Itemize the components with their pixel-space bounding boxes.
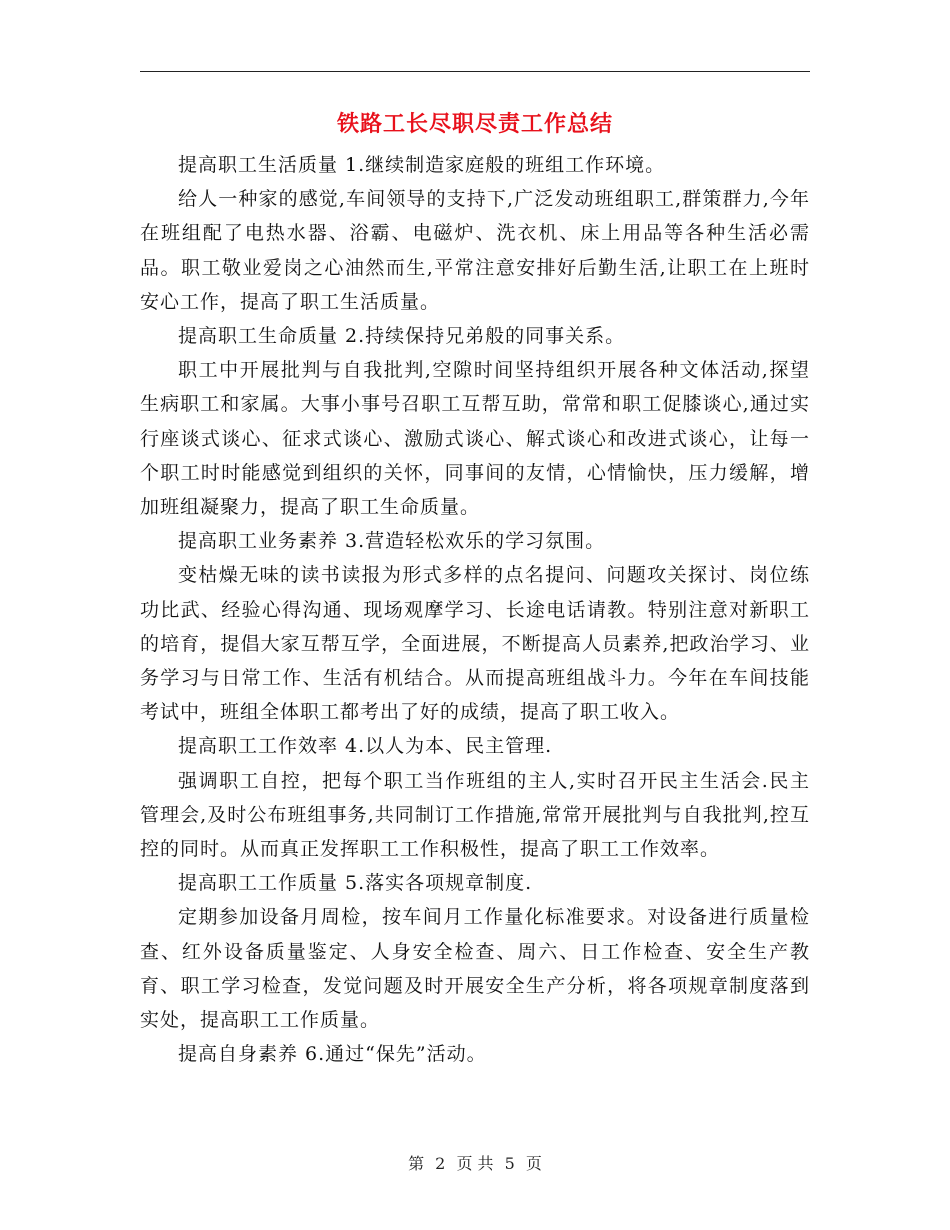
footer-prefix: 第 (408, 1154, 425, 1173)
paragraph: 提高职工工作质量 5.落实各项规章制度. (178, 872, 533, 895)
paragraph: 提高职工生活质量 1.继续制造家庭般的班组工作环境。 (178, 154, 666, 176)
paragraph: 强调职工自控，把每个职工当作班组的主人,实时召开民主生活会.民主管理会,及时公布班组事务,共同制订工作措施,常常开展批判与自我批判,控互控的同时。从而真正发挥职工工作积极性，提高了职工工作效率。 (140, 769, 810, 861)
footer-middle: 页 共 (456, 1154, 494, 1173)
footer-suffix: 页 (525, 1154, 542, 1173)
paragraph: 给人一种家的感觉,车间领导的支持下,广泛发动班组职工,群策群力,今年在班组配了电热水器、浴霸、电磁炉、洗衣机、床上用品等各种生活必需品。职工敬业爱岗之心油然而生,平常注意安排好后勤生活,让职工在上班时安心工作，提高了职工生活质量。 (140, 188, 810, 313)
paragraph: 提高职工工作效率 4.以人为本、民主管理. (178, 735, 553, 758)
paragraph: 定期参加设备月周检，按车间月工作量化标准要求。对设备进行质量检查、红外设备质量鉴定、人身安全检查、周六、日工作检查、安全生产教育、职工学习检查，发觉问题及时开展安全生产分析，将各项规章制度落到实处，提高职工工作质量。 (140, 906, 810, 1032)
total-page-count: 5 (504, 1154, 515, 1173)
header-rule (140, 71, 810, 72)
paragraph: 提高职工业务素养 3.营造轻松欢乐的学习氛围。 (178, 530, 606, 553)
paragraph: 提高职工生命质量 2.持续保持兄弟般的同事关系。 (178, 325, 626, 348)
paragraph: 职工中开展批判与自我批判,空隙时间坚持组织开展各种文体活动,探望生病职工和家属。大事小事号召职工互帮互助，常常和职工促膝谈心,通过实行座谈式谈心、征求式谈心、激励式谈心、解式谈心和改进式谈心，让每一个职工时时能感觉到组织的关怀，同事间的友情，心情愉快，压力缓解，增加班组凝聚力，提高了职工生命质量。 (140, 359, 810, 519)
paragraph: 变枯燥无味的读书读报为形式多样的点名提问、问题攻关探讨、岗位练功比武、经验心得沟通、现场观摩学习、长途电话请教。特别注意对新职工的培育，提倡大家互帮互学，全面进展，不断提高人员素养,把政治学习、业务学习与日常工作、生活有机结合。从而提高班组战斗力。今年在车间技能考试中，班组全体职工都考出了好的成绩，提高了职工收入。 (140, 564, 810, 724)
page-footer (0, 1153, 950, 1175)
paragraph: 提高自身素养 6.通过“保先”活动。 (178, 1043, 487, 1066)
document-body (140, 148, 810, 1071)
document-title: 铁路工长尽职尽责工作总结 (336, 112, 613, 137)
current-page-number: 2 (435, 1154, 446, 1173)
